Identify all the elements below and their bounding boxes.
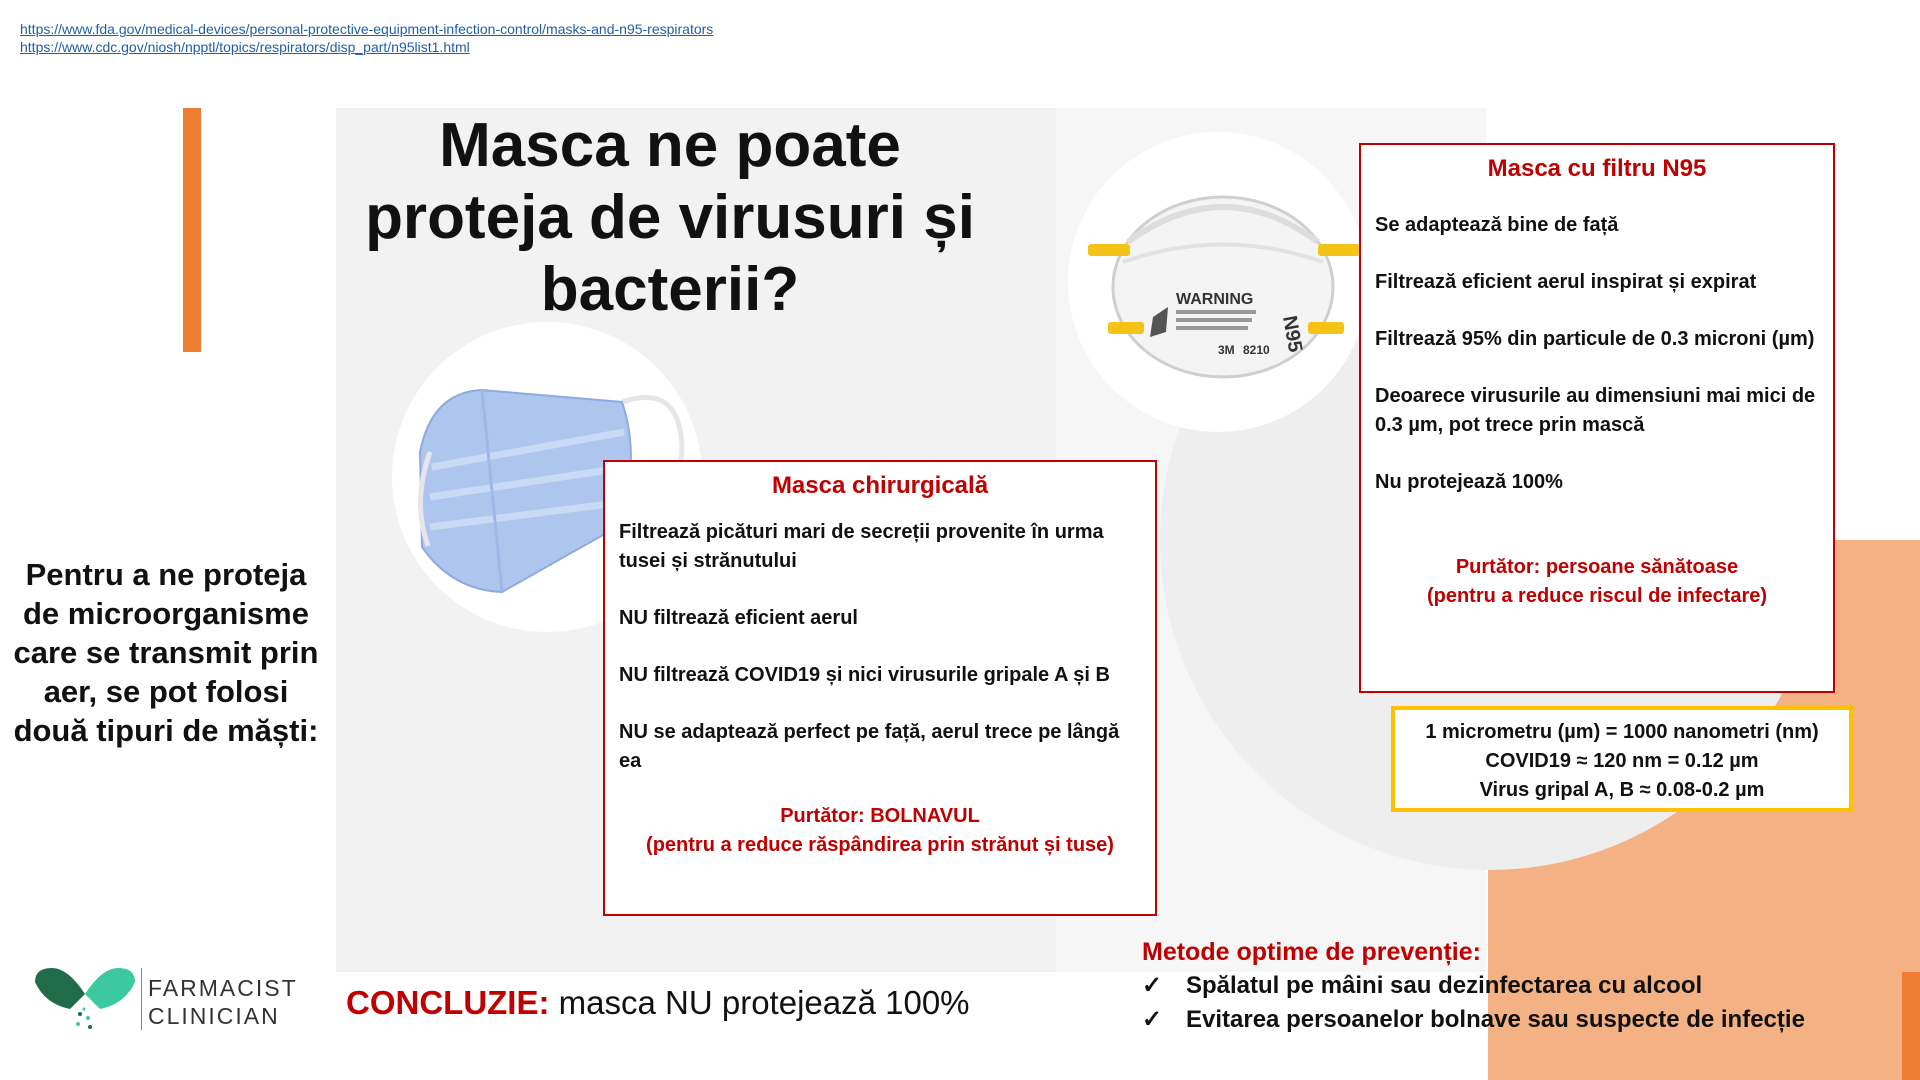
size-reference-box bbox=[1391, 706, 1853, 812]
n95-point: Filtrează 95% din particule de 0.3 microni (µm) bbox=[1375, 328, 1815, 350]
n95-point: Nu protejează 100% bbox=[1375, 471, 1563, 493]
size-line: 1 micrometru (µm) = 1000 nanometri (nm) bbox=[1425, 721, 1819, 743]
fda-link[interactable]: https://www.fda.gov/medical-devices/personal-protective-equipment-infection-control/masks-and-n95-respirators bbox=[20, 21, 714, 37]
prevention-methods bbox=[1142, 935, 1862, 1037]
check-icon: ✓ bbox=[1142, 1006, 1163, 1033]
logo bbox=[30, 964, 140, 1034]
surgical-mask-box bbox=[603, 460, 1157, 916]
n95-point: Filtrează eficient aerul inspirat și expirat bbox=[1375, 271, 1757, 293]
n95-mask-photo bbox=[1068, 132, 1368, 432]
n95-wearer: Purtător: persoane sănătoase bbox=[1455, 556, 1739, 578]
surgical-mask-title: Masca chirurgicală bbox=[771, 472, 989, 499]
n95-point: Deoarece virusurile au dimensiuni mai mici de 0.3 µm, pot trece prin mască bbox=[1375, 385, 1816, 436]
size-line: Virus gripal A, B ≈ 0.08-0.2 µm bbox=[1479, 779, 1765, 801]
accent-bar-left bbox=[183, 108, 201, 352]
prevention-item: ✓ Evitarea persoanelor bolnave sau suspecte de infecție bbox=[1142, 1003, 1862, 1037]
source-links bbox=[20, 20, 713, 56]
surgical-point: NU filtrează eficient aerul bbox=[619, 607, 858, 629]
surgical-point: Filtrează picături mari de secreții provenite în urma tusei și strănutului bbox=[619, 521, 1104, 572]
page-title: Masca ne poate proteja de virusuri și bacterii? bbox=[365, 111, 975, 324]
logo-text bbox=[148, 974, 298, 1030]
mask-n95-label: N95 bbox=[1278, 314, 1307, 355]
n95-point: Se adaptează bine de față bbox=[1375, 214, 1619, 236]
mask-warning-label: WARNING bbox=[1176, 291, 1254, 308]
intro-text: Pentru a ne proteja de microorganisme care se transmit prin aer, se pot folosi două tipuri de măști: bbox=[13, 557, 319, 748]
mask-model-label: 8210 bbox=[1243, 343, 1270, 357]
accent-bar-right bbox=[1902, 972, 1920, 1080]
surgical-wearer-note: (pentru a reduce răspândirea prin strănut și tuse) bbox=[646, 834, 1114, 856]
conclusion-label: CONCLUZIE: bbox=[346, 984, 550, 1021]
mask-brand-label: 3M bbox=[1218, 343, 1235, 357]
surgical-point: NU filtrează COVID19 și nici virusurile gripale A și B bbox=[619, 664, 1110, 686]
n95-wearer-note: (pentru a reduce riscul de infectare) bbox=[1426, 585, 1768, 607]
conclusion bbox=[346, 984, 970, 1022]
n95-mask-box bbox=[1359, 143, 1835, 693]
pill-heart-icon bbox=[30, 964, 140, 1034]
logo-line-1: FARMACIST bbox=[148, 975, 298, 1001]
prevention-item: ✓ Spălatul pe mâini sau dezinfectarea cu alcool bbox=[1142, 969, 1862, 1003]
logo-divider bbox=[141, 968, 142, 1030]
n95-mask-icon bbox=[1068, 132, 1368, 432]
conclusion-text: masca NU protejează 100% bbox=[558, 984, 970, 1021]
cdc-link[interactable]: https://www.cdc.gov/niosh/npptl/topics/respirators/disp_part/n95list1.html bbox=[20, 39, 470, 55]
n95-mask-title: Masca cu filtru N95 bbox=[1487, 155, 1707, 182]
prevention-title: Metode optime de prevenție: bbox=[1142, 938, 1481, 966]
surgical-wearer: Purtător: BOLNAVUL bbox=[780, 805, 980, 827]
logo-line-2: CLINICIAN bbox=[148, 1003, 280, 1029]
check-icon: ✓ bbox=[1142, 972, 1163, 999]
size-line: COVID19 ≈ 120 nm = 0.12 µm bbox=[1485, 750, 1759, 772]
surgical-point: NU se adaptează perfect pe față, aerul trece pe lângă ea bbox=[619, 721, 1120, 772]
